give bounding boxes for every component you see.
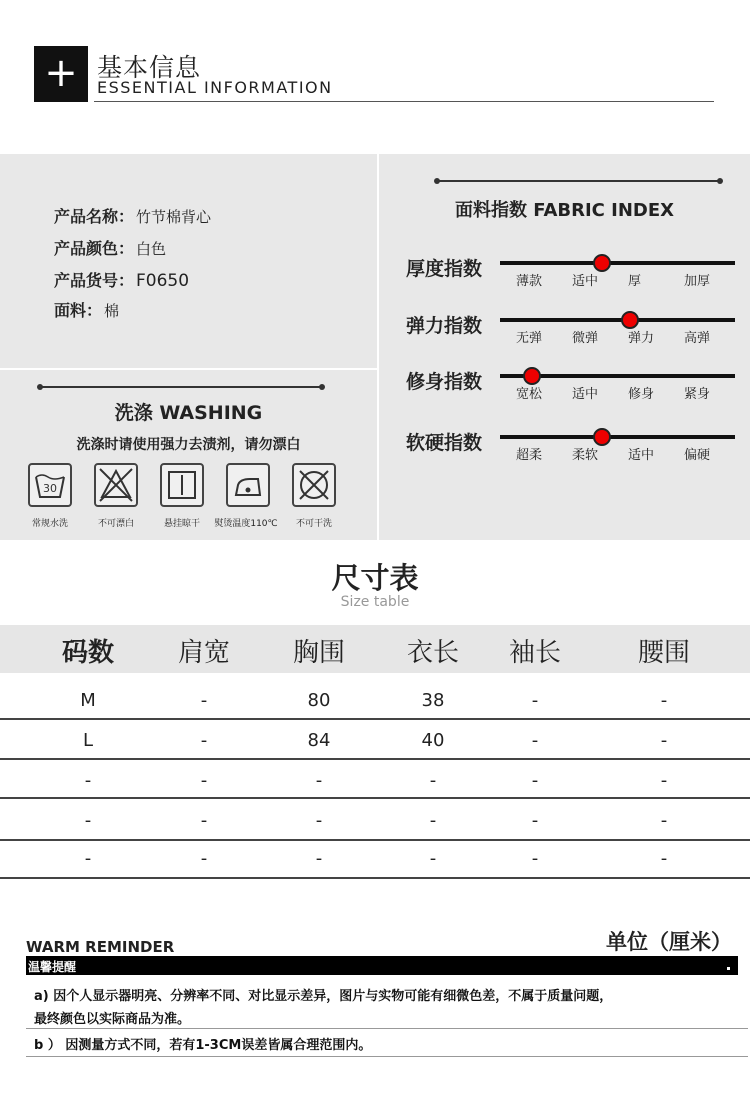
washing-title: 洗涤 WASHING xyxy=(114,402,263,424)
size-table-cell: - xyxy=(429,848,437,869)
size-table-cell: - xyxy=(84,810,92,831)
size-table-title: 尺寸表 xyxy=(331,561,419,595)
fabric-row-name: 软硬指数 xyxy=(406,432,483,454)
header-divider xyxy=(94,101,714,102)
size-table-header: 肩宽 xyxy=(177,638,230,668)
fabric-row-name: 弹力指数 xyxy=(406,315,483,337)
fabric-option-label: 适中 xyxy=(572,387,599,402)
plus-icon: + xyxy=(34,46,88,102)
fabric-level-marker xyxy=(593,428,611,446)
size-table-cell: 84 xyxy=(307,730,331,751)
fabric-option-label: 修身 xyxy=(628,387,655,402)
iron-110-icon xyxy=(226,463,270,507)
no-dry-clean-icon xyxy=(292,463,336,507)
washing-divider xyxy=(40,386,322,388)
size-table-header: 衣长 xyxy=(406,638,459,668)
size-table-cell: - xyxy=(660,730,668,751)
size-table-header: 袖长 xyxy=(508,638,561,668)
fabric-option-label: 紧身 xyxy=(684,387,711,402)
hang-dry-label: 悬挂晾干 xyxy=(163,519,200,529)
size-table-cell: 80 xyxy=(307,690,331,711)
size-table-cell: - xyxy=(429,810,437,831)
size-table-row-divider xyxy=(0,758,750,760)
size-table-cell: - xyxy=(531,690,539,711)
fabric-row-name: 修身指数 xyxy=(406,371,483,393)
info-label: 产品颜色： xyxy=(54,239,135,258)
size-table-cell: - xyxy=(531,848,539,869)
info-row-name xyxy=(54,204,211,227)
reminder-bar-dot xyxy=(727,967,730,970)
fabric-row-name: 厚度指数 xyxy=(406,258,483,280)
size-table-cell: - xyxy=(200,848,208,869)
size-table-header: 码数 xyxy=(61,638,114,668)
info-value: 竹节棉背心 xyxy=(136,208,212,226)
size-table-cell: - xyxy=(531,770,539,791)
size-table-cell: - xyxy=(660,770,668,791)
size-table-row-divider xyxy=(0,877,750,879)
size-table-cell: - xyxy=(84,770,92,791)
reminder-title-en: WARM REMINDER xyxy=(26,938,175,956)
hang-dry-icon xyxy=(160,463,204,507)
size-table-row-divider xyxy=(0,839,750,841)
info-value: F0650 xyxy=(136,271,190,291)
size-table-cell: - xyxy=(531,810,539,831)
wash-label: 常规水洗 xyxy=(31,519,68,529)
washing-subtitle: 洗涤时请使用强力去渍剂，请勿漂白 xyxy=(76,437,301,453)
fabric-level-marker xyxy=(523,367,541,385)
section-header xyxy=(34,46,714,106)
size-table-cell: - xyxy=(315,770,323,791)
size-table-cell: - xyxy=(200,810,208,831)
fabric-option-label: 无弹 xyxy=(516,331,543,346)
fabric-divider xyxy=(437,180,720,182)
size-table-cell: - xyxy=(531,730,539,751)
fabric-option-label: 宽松 xyxy=(516,387,543,402)
size-table-row-divider xyxy=(0,718,750,720)
size-table-subtitle: Size table xyxy=(340,594,410,610)
size-table-cell: 40 xyxy=(421,730,445,751)
size-table-cell: M xyxy=(80,690,96,711)
size-table-cell: - xyxy=(660,848,668,869)
product-info-panel xyxy=(0,154,377,368)
fabric-option-label: 柔软 xyxy=(572,448,599,463)
size-table-cell: - xyxy=(315,848,323,869)
fabric-level-marker xyxy=(621,311,639,329)
reminder-line-a1: a) 因个人显示器明亮、分辨率不同、对比显示差异，图片与实物可能有细微色差，不属于质量问题， xyxy=(34,989,613,1004)
wash-30-icon xyxy=(28,463,72,507)
no-bleach-icon xyxy=(94,463,138,507)
info-label: 产品名称： xyxy=(54,207,135,226)
size-table-header: 胸围 xyxy=(292,638,345,668)
size-table-cell: - xyxy=(315,810,323,831)
info-value: 棉 xyxy=(104,302,120,320)
info-label: 产品货号： xyxy=(54,271,135,290)
info-row-sku xyxy=(54,268,189,291)
no-bleach-label: 不可漂白 xyxy=(97,519,134,529)
washing-panel xyxy=(0,370,377,540)
size-table-header: 腰围 xyxy=(637,638,690,668)
header-title-cn: 基本信息 xyxy=(97,53,202,82)
size-table-cell: 38 xyxy=(421,690,445,711)
info-row-material xyxy=(54,298,119,321)
fabric-scale-bar xyxy=(500,435,735,439)
reminder-title-cn: 温馨提醒 xyxy=(28,960,77,974)
info-row-color xyxy=(54,236,166,259)
size-table-cell: - xyxy=(200,730,208,751)
reminder-separator xyxy=(26,1056,748,1057)
fabric-option-label: 适中 xyxy=(628,448,655,463)
reminder-separator xyxy=(26,1028,748,1029)
size-table-cell: - xyxy=(429,770,437,791)
fabric-option-label: 微弹 xyxy=(572,331,599,346)
no-dry-clean-label: 不可干洗 xyxy=(295,519,332,529)
fabric-option-label: 薄款 xyxy=(516,274,543,289)
fabric-option-label: 超柔 xyxy=(516,448,543,463)
header-title-en: ESSENTIAL INFORMATION xyxy=(97,78,333,97)
size-table-cell: - xyxy=(200,690,208,711)
reminder-bar xyxy=(26,956,738,975)
size-table-cell: - xyxy=(84,848,92,869)
fabric-option-label: 偏硬 xyxy=(684,448,711,463)
fabric-scale-bar xyxy=(500,261,735,265)
fabric-option-label: 厚 xyxy=(628,274,642,289)
fabric-option-label: 高弹 xyxy=(684,331,711,346)
fabric-scale-bar xyxy=(500,318,735,322)
wash-temp: 30 xyxy=(43,482,57,495)
info-value: 白色 xyxy=(136,240,167,258)
size-table-cell: L xyxy=(82,730,94,751)
size-table-cell: - xyxy=(200,770,208,791)
fabric-title: 面料指数 FABRIC INDEX xyxy=(454,200,675,221)
fabric-option-label: 弹力 xyxy=(628,331,655,346)
size-table-cell: - xyxy=(660,690,668,711)
fabric-level-marker xyxy=(593,254,611,272)
size-table-cell: - xyxy=(660,810,668,831)
size-table-row-divider xyxy=(0,797,750,799)
iron-label: 熨烫温度110℃ xyxy=(214,519,278,529)
reminder-line-a2: 最终颜色以实际商品为准。 xyxy=(34,1012,191,1027)
fabric-option-label: 适中 xyxy=(572,274,599,289)
fabric-option-label: 加厚 xyxy=(684,274,711,289)
info-label: 面料： xyxy=(54,301,103,320)
reminder-line-b: b ） 因测量方式不同，若有1-3CM误差皆属合理范围内。 xyxy=(34,1038,372,1053)
unit-label: 单位（厘米） xyxy=(606,930,732,954)
